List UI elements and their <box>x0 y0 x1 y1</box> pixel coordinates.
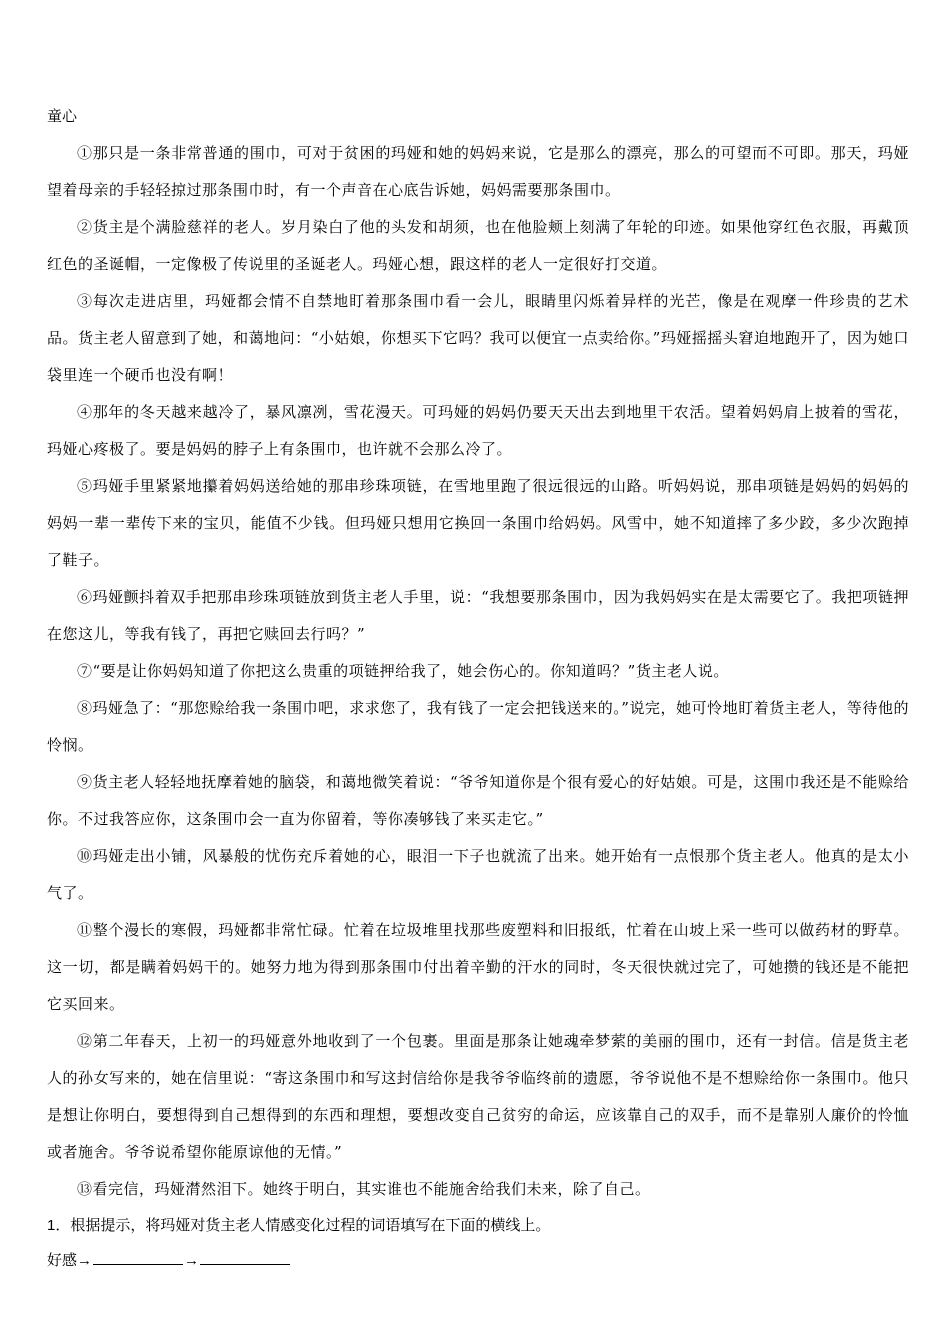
answer-line <box>47 1243 909 1278</box>
passage-body <box>47 135 909 1208</box>
answer-blank-1[interactable] <box>93 1263 183 1265</box>
question-1: 1．根据提示，将玛娅对货主老人情感变化过程的词语填写在下面的横线上。 <box>47 1217 551 1234</box>
paragraph-3: ③每次走进店里，玛娅都会情不自禁地盯着那条围巾看一会儿，眼睛里闪烁着异样的光芒，像是在观摩一件珍贵的艺术品。货主老人留意到了她，和蔼地问：“小姑娘，你想买下它吗？我可以便宜一点卖给你。”玛娅摇摇头窘迫地跑开了，因为她口袋里连一个硬币也没有啊！ <box>47 292 909 384</box>
paragraph-2: ②货主是个满脸慈祥的老人。岁月染白了他的头发和胡须，也在他脸颊上刻满了年轮的印迹。如果他穿红色衣服，再戴顶红色的圣诞帽，一定像极了传说里的圣诞老人。玛娅心想，跟这样的老人一定很好打交道。 <box>47 218 909 273</box>
paragraph-1: ①那只是一条非常普通的围巾，可对于贫困的玛娅和她的妈妈来说，它是那么的漂亮，那么的可望而不可即。那天，玛娅望着母亲的手轻轻掠过那条围巾时，有一个声音在心底告诉她，妈妈需要那条围巾。 <box>47 144 909 199</box>
paragraph-8: ⑧玛娅急了：“那您赊给我一条围巾吧，求求您了，我有钱了一定会把钱送来的。”说完，她可怜地盯着货主老人，等待他的怜悯。 <box>47 699 909 754</box>
arrow-1: → <box>77 1252 93 1269</box>
document-page <box>47 98 909 1278</box>
paragraph-10: ⑩玛娅走出小铺，风暴般的忧伤充斥着她的心，眼泪一下子也就流了出来。她开始有一点恨那个货主老人。他真的是太小气了。 <box>47 847 909 902</box>
answer-prefix: 好感 <box>47 1252 78 1269</box>
paragraph-7: ⑦“要是让你妈妈知道了你把这么贵重的项链押给我了，她会伤心的。你知道吗？”货主老人说。 <box>77 662 729 680</box>
paragraph-6: ⑥玛娅颤抖着双手把那串珍珠项链放到货主老人手里，说：“我想要那条围巾，因为我妈妈实在是太需要它了。我把项链押在您这儿，等我有钱了，再把它赎回去行吗？” <box>47 588 909 643</box>
paragraph-13: ⑬看完信，玛娅潸然泪下。她终于明白，其实谁也不能施舍给我们未来，除了自己。 <box>77 1180 651 1198</box>
paragraph-4: ④那年的冬天越来越冷了，暴风凛冽，雪花漫天。可玛娅的妈妈仍要天天出去到地里干农活。望着妈妈肩上披着的雪花，玛娅心疼极了。要是妈妈的脖子上有条围巾，也许就不会那么冷了。 <box>47 403 909 458</box>
paragraph-11: ⑪整个漫长的寒假，玛娅都非常忙碌。忙着在垃圾堆里找那些废塑料和旧报纸，忙着在山坡上采一些可以做药材的野草。这一切，都是瞒着妈妈干的。她努力地为得到那条围巾付出着辛勤的汗水的同时，冬天很快就过完了，可她攒的钱还是不能把它买回来。 <box>47 921 909 1013</box>
paragraph-9: ⑨货主老人轻轻地抚摩着她的脑袋，和蔼地微笑着说：“爷爷知道你是个很有爱心的好姑娘。可是，这围巾我还是不能赊给你。不过我答应你，这条围巾会一直为你留着，等你凑够钱了来买走它。” <box>47 773 909 828</box>
passage-title: 童心 <box>47 107 78 125</box>
arrow-2: → <box>184 1252 200 1269</box>
paragraph-12: ⑫第二年春天，上初一的玛娅意外地收到了一个包裹。里面是那条让她魂牵梦萦的美丽的围巾，还有一封信。信是货主老人的孙女写来的，她在信里说：“寄这条围巾和写这封信给你是我爷爷临终前的遗愿，爷爷说他不是不想赊给你一条围巾。他只是想让你明白，要想得到自己想得到的东西和理想，要想改变自己贫穷的命运，应该靠自己的双手，而不是靠别人廉价的怜恤或者施舍。爷爷说希望你能原谅他的无情。” <box>47 1032 909 1161</box>
answer-blank-2[interactable] <box>200 1263 290 1265</box>
paragraph-5: ⑤玛娅手里紧紧地攥着妈妈送给她的那串珍珠项链，在雪地里跑了很远很远的山路。听妈妈说，那串项链是妈妈的妈妈的妈妈一辈一辈传下来的宝贝，能值不少钱。但玛娅只想用它换回一条围巾给妈妈。风雪中，她不知道摔了多少跤，多少次跑掉了鞋子。 <box>47 477 909 569</box>
